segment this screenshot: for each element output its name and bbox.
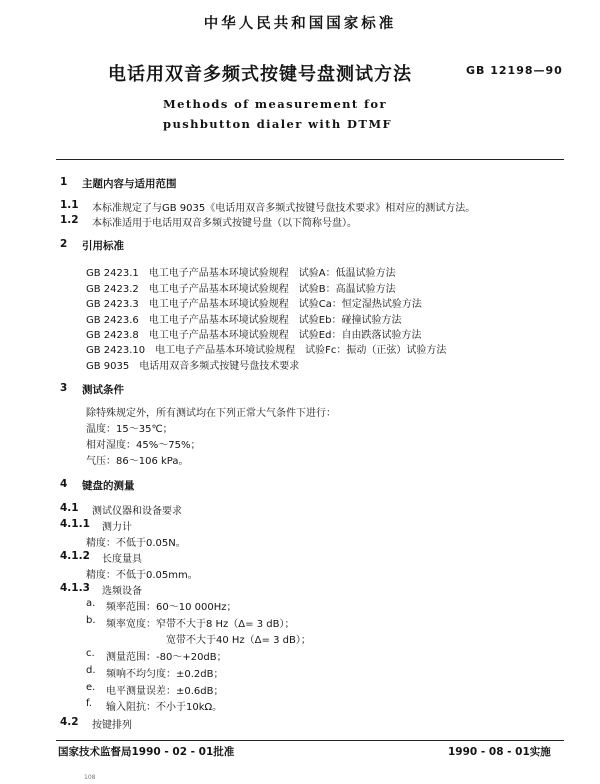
reference-item: GB 2423.1 电工电子产品基本环境试验规程 试验A：低温试验方法 <box>86 268 396 279</box>
spec-item-label: e. <box>86 682 96 693</box>
section-1-title: 主题内容与适用范围 <box>82 178 177 190</box>
document-title-en-line2: pushbutton dialer with DTMF <box>163 117 393 131</box>
section-3-number: 3 <box>60 382 68 394</box>
clause-4-1-title: 测试仪器和设备要求 <box>92 506 182 517</box>
clause-4-1-1-number: 4.1.1 <box>60 518 90 530</box>
clause-4-1-number: 4.1 <box>60 502 79 514</box>
section-3-title: 测试条件 <box>82 384 124 396</box>
section-4-number: 4 <box>60 478 68 490</box>
document-title-en-line1: Methods of measurement for <box>163 97 387 111</box>
clause-4-2-number: 4.2 <box>60 716 79 728</box>
implementation-date: 1990 - 08 - 01实施 <box>448 746 551 758</box>
spec-item-label: d. <box>86 665 96 676</box>
section-1-number: 1 <box>60 176 68 188</box>
test-condition-pressure: 气压：86～106 kPa。 <box>86 456 189 467</box>
reference-item: GB 2423.6 电工电子产品基本环境试验规程 试验Eb：碰撞试验方法 <box>86 315 402 326</box>
test-condition-humidity: 相对湿度：45%～75%； <box>86 440 201 451</box>
issuing-authority: 中华人民共和国国家标准 <box>203 16 397 32</box>
clause-1-1-text: 本标准规定了与GB 9035《电话用双音多频式按键号盘技术要求》相对应的测试方法。 <box>92 203 476 214</box>
clause-4-1-1-spec: 精度：不低于0.05N。 <box>86 538 186 549</box>
section-2-number: 2 <box>60 238 68 250</box>
spec-item-label: c. <box>86 648 95 659</box>
footer-divider <box>56 740 564 741</box>
clause-4-1-1-title: 测力计 <box>102 522 132 533</box>
approval-date: 国家技术监督局1990 - 02 - 01批准 <box>58 746 235 758</box>
section-4-title: 键盘的测量 <box>82 480 135 492</box>
reference-item: GB 2423.8 电工电子产品基本环境试验规程 试验Ed：自由跌落试验方法 <box>86 330 422 341</box>
document-title-cn: 电话用双音多频式按键号盘测试方法 <box>108 64 412 85</box>
clause-4-1-3-number: 4.1.3 <box>60 582 90 594</box>
clause-4-1-3-title: 选频设备 <box>102 586 142 597</box>
reference-item: GB 2423.2 电工电子产品基本环境试验规程 试验B：高温试验方法 <box>86 284 396 295</box>
spec-item-text: 测量范围：-80～+20dB； <box>106 652 227 663</box>
clause-4-1-2-title: 长度量具 <box>102 554 142 565</box>
spec-item-label: a. <box>86 598 96 609</box>
clause-4-1-2-spec: 精度：不低于0.05mm。 <box>86 570 198 581</box>
spec-item-text: 电平测量误差：±0.6dB； <box>106 686 224 697</box>
standard-code: GB 12198—90 <box>466 64 563 77</box>
clause-1-2-number: 1.2 <box>60 214 79 226</box>
spec-item-text: 频响不均匀度：±0.2dB； <box>106 669 224 680</box>
spec-item-text: 频率宽度：窄带不大于8 Hz（Δ= 3 dB）； <box>106 619 295 630</box>
test-condition-intro: 除特殊规定外，所有测试均在下列正常大气条件下进行： <box>86 408 336 419</box>
page-number: 108 <box>84 774 96 781</box>
clause-4-1-2-number: 4.1.2 <box>60 550 90 562</box>
spec-item-text: 宽带不大于40 Hz（Δ= 3 dB）； <box>166 635 311 646</box>
test-condition-temperature: 温度：15～35℃； <box>86 424 173 435</box>
clause-1-1-number: 1.1 <box>60 199 79 211</box>
spec-item-label: f. <box>86 698 92 709</box>
section-2-title: 引用标准 <box>82 240 124 252</box>
clause-1-2-text: 本标准适用于电话用双音多频式按键号盘（以下简称号盘）。 <box>92 218 357 229</box>
clause-4-2-title: 按键排列 <box>92 720 132 731</box>
reference-item: GB 2423.10 电工电子产品基本环境试验规程 试验Fc：振动（正弦）试验方法 <box>86 345 447 356</box>
spec-item-text: 输入阻抗：不小于10kΩ。 <box>106 702 223 713</box>
header-divider <box>56 159 564 160</box>
spec-item-label: b. <box>86 615 96 626</box>
spec-item-text: 频率范围：60～10 000Hz； <box>106 602 237 613</box>
reference-item: GB 2423.3 电工电子产品基本环境试验规程 试验Ca：恒定湿热试验方法 <box>86 299 422 310</box>
reference-item: GB 9035 电话用双音多频式按键号盘技术要求 <box>86 361 300 372</box>
